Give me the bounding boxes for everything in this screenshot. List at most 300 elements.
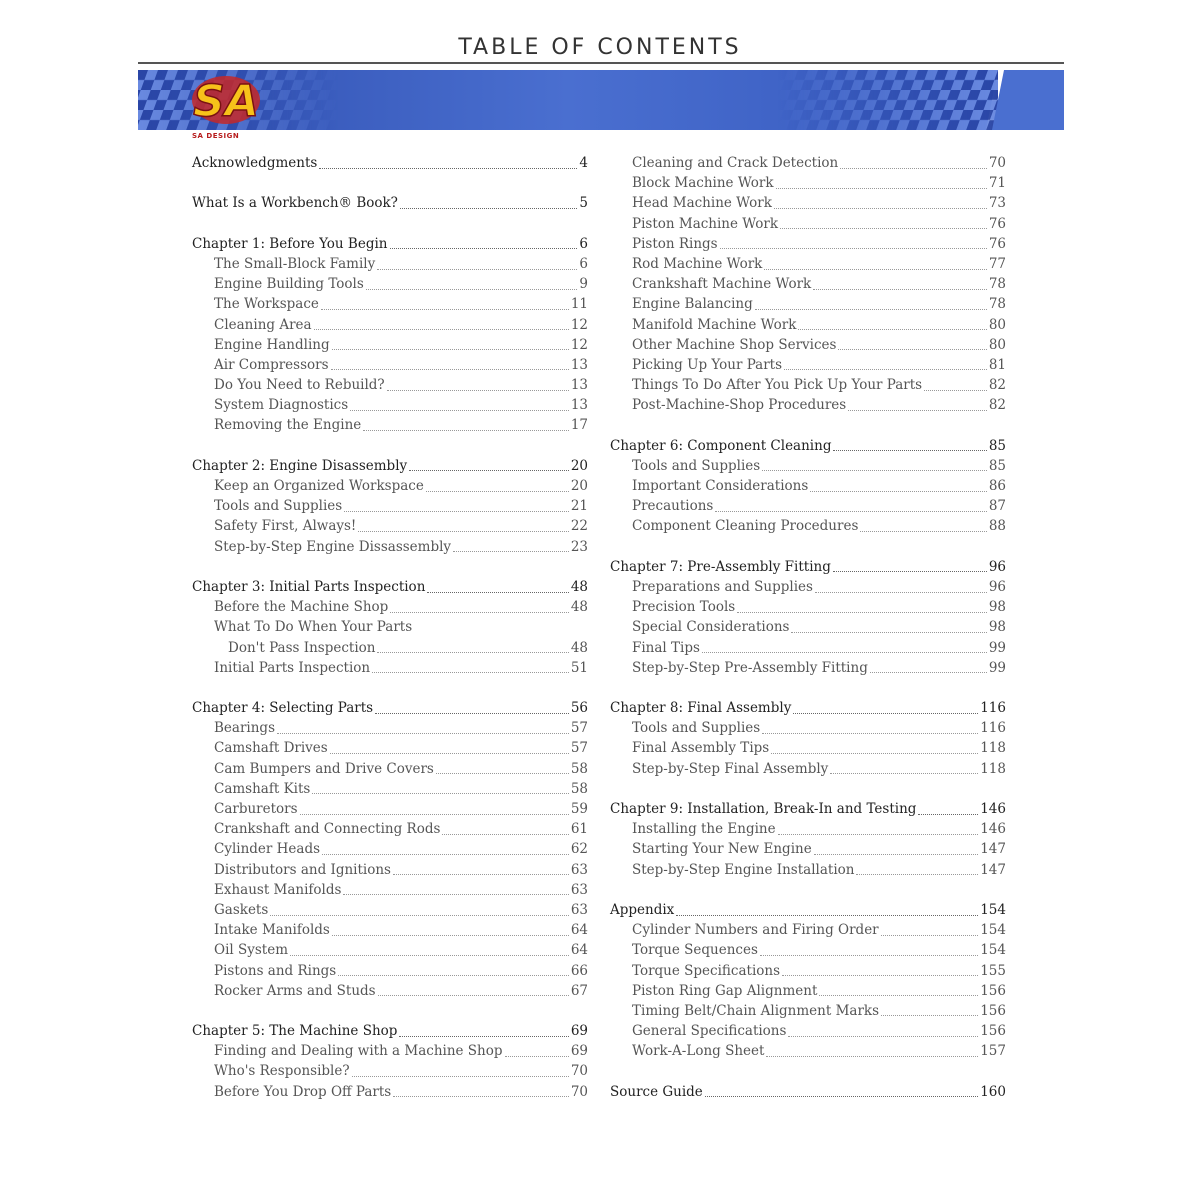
toc-page-number: 17: [570, 417, 588, 434]
toc-page-number: 63: [570, 901, 588, 918]
toc-section-entry[interactable]: [610, 940, 1006, 960]
toc-page-number: 76: [988, 215, 1006, 232]
dot-leader: [378, 995, 569, 996]
toc-section-entry[interactable]: [610, 617, 1006, 637]
toc-page-number: 59: [570, 801, 588, 817]
toc-entry-title: Exhaust Manifolds: [214, 881, 342, 898]
dot-leader: [277, 733, 569, 734]
dot-leader: [343, 894, 568, 895]
dot-leader: [702, 652, 987, 653]
toc-entry-title: Component Cleaning Procedures: [632, 518, 859, 535]
toc-section-entry[interactable]: [192, 940, 588, 960]
dot-leader: [366, 289, 578, 290]
toc-entry-title: Chapter 5: The Machine Shop: [192, 1023, 398, 1040]
toc-section-entry[interactable]: [192, 799, 588, 819]
toc-entry-title: Distributors and Ignitions: [214, 861, 391, 878]
toc-entry-title: Oil System: [214, 942, 289, 959]
toc-entry-title: Manifold Machine Work: [632, 316, 797, 333]
toc-page-number: 23: [570, 538, 588, 555]
toc-entry-title: What To Do When Your Parts: [214, 619, 413, 636]
toc-chapter-entry[interactable]: [192, 1021, 588, 1041]
dot-leader: [840, 168, 987, 169]
toc-section-entry[interactable]: [192, 900, 588, 920]
toc-page-number: 156: [980, 982, 1006, 999]
dot-leader: [358, 531, 568, 532]
toc-section-entry[interactable]: [610, 153, 1006, 173]
dot-leader: [791, 632, 986, 633]
toc-entry-title: Tools and Supplies: [214, 498, 343, 515]
toc-entry-title: Engine Handling: [214, 336, 330, 353]
dot-leader: [319, 168, 577, 169]
toc-section-entry[interactable]: [192, 981, 588, 1001]
toc-entry-title: Bearings: [214, 720, 275, 737]
toc-section-entry[interactable]: [192, 274, 588, 294]
toc-section-entry[interactable]: [192, 718, 588, 738]
toc-entry-title: Important Considerations: [632, 478, 809, 494]
toc-entry-title: Removing the Engine: [214, 417, 362, 434]
toc-page-number: 13: [570, 397, 588, 414]
toc-entry-title: Block Machine Work: [632, 175, 774, 192]
toc-right-column: [610, 153, 1006, 1102]
dot-leader: [390, 248, 578, 249]
toc-page-number: 96: [988, 578, 1006, 595]
toc-page-number: 156: [980, 1023, 1006, 1040]
toc-section-entry[interactable]: [610, 456, 1006, 476]
toc-section-entry[interactable]: [610, 759, 1006, 779]
section-spacer: [610, 1061, 1006, 1081]
dot-leader: [332, 935, 569, 936]
toc-entry-title: Cylinder Numbers and Firing Order: [632, 922, 879, 939]
toc-entry-title: Step-by-Step Final Assembly: [632, 760, 829, 777]
toc-page-number: 56: [570, 700, 588, 717]
toc-entry-title: Precision Tools: [632, 599, 736, 616]
toc-chapter-entry[interactable]: [192, 234, 588, 254]
dot-leader: [814, 854, 979, 855]
toc-section-entry[interactable]: [610, 658, 1006, 678]
toc-entry-title: Cylinder Heads: [214, 841, 321, 858]
toc-page-number: 63: [570, 861, 588, 878]
dot-leader: [833, 450, 986, 451]
toc-section-entry[interactable]: [192, 880, 588, 900]
dot-leader: [290, 955, 569, 956]
toc-page-number: 160: [980, 1083, 1006, 1100]
toc-section-entry[interactable]: [610, 839, 1006, 859]
toc-chapter-entry[interactable]: [192, 193, 588, 213]
toc-entry-title: Who's Responsible?: [214, 1063, 350, 1080]
toc-section-entry[interactable]: [610, 577, 1006, 597]
toc-page-number: 118: [980, 740, 1006, 757]
toc-section-entry[interactable]: [610, 981, 1006, 1001]
toc-chapter-entry[interactable]: [610, 900, 1006, 920]
toc-section-entry[interactable]: [192, 658, 588, 678]
toc-section-entry[interactable]: [192, 355, 588, 375]
toc-section-entry[interactable]: [192, 961, 588, 981]
toc-entry-title: Source Guide: [610, 1083, 703, 1100]
toc-chapter-entry[interactable]: [610, 1082, 1006, 1102]
toc-page-number: 98: [988, 619, 1006, 636]
toc-section-entry[interactable]: [610, 375, 1006, 395]
toc-chapter-entry[interactable]: [192, 698, 588, 718]
dot-leader: [793, 713, 978, 714]
toc-section-entry[interactable]: [610, 1041, 1006, 1061]
toc-section-entry[interactable]: [192, 738, 588, 758]
toc-section-entry[interactable]: [610, 860, 1006, 880]
toc-section-entry[interactable]: [610, 516, 1006, 536]
dot-leader: [427, 592, 568, 593]
toc-page-number: 76: [988, 235, 1006, 252]
toc-section-entry[interactable]: [610, 920, 1006, 940]
toc-page-number: 58: [570, 760, 588, 777]
logo-subtext: SA DESIGN: [192, 132, 240, 140]
toc-section-entry[interactable]: [192, 516, 588, 536]
dot-leader: [762, 733, 978, 734]
toc-entry-title: General Specifications: [632, 1023, 787, 1040]
toc-entry-title: Torque Specifications: [632, 962, 781, 979]
dot-leader: [300, 814, 569, 815]
toc-entry-title: Engine Building Tools: [214, 276, 364, 293]
section-spacer: [192, 1001, 588, 1021]
dot-leader: [375, 713, 569, 714]
toc-section-entry[interactable]: [192, 839, 588, 859]
toc-entry-title: Rocker Arms and Studs: [214, 982, 376, 999]
dot-leader: [830, 773, 978, 774]
section-spacer: [192, 436, 588, 456]
toc-entry-title: Piston Ring Gap Alignment: [632, 982, 818, 999]
toc-page-number: 11: [570, 296, 588, 313]
toc-page-number: 80: [988, 336, 1006, 353]
toc-page-number: 13: [570, 377, 588, 394]
dot-leader: [774, 208, 987, 209]
toc-section-entry[interactable]: [610, 738, 1006, 758]
toc-entry-title: Rod Machine Work: [632, 255, 763, 272]
toc-section-entry[interactable]: [610, 355, 1006, 375]
toc-page-number: 64: [570, 942, 588, 959]
toc-page-number: 4: [579, 155, 588, 171]
toc-entry-title: The Small-Block Family: [214, 255, 376, 272]
toc-entry-title: Starting Your New Engine: [632, 841, 812, 858]
toc-entry-title: Cleaning Area: [214, 316, 312, 333]
dot-leader: [881, 935, 979, 936]
toc-chapter-entry[interactable]: [192, 153, 588, 173]
toc-page-number: 20: [570, 478, 588, 494]
toc-entry-title: Head Machine Work: [632, 195, 772, 212]
toc-section-entry[interactable]: [192, 476, 588, 496]
dot-leader: [788, 1036, 978, 1037]
toc-entry-title: Chapter 9: Installation, Break-In and Testing: [610, 801, 917, 817]
toc-page-number: 154: [980, 922, 1006, 939]
toc-entry-title: Chapter 6: Component Cleaning: [610, 437, 832, 454]
dot-leader: [924, 390, 987, 391]
toc-entry-title: Tools and Supplies: [632, 457, 761, 474]
toc-section-entry[interactable]: [610, 294, 1006, 314]
toc-entry-title: Timing Belt/Chain Alignment Marks: [632, 1002, 880, 1019]
toc-section-entry[interactable]: [610, 597, 1006, 617]
dot-leader: [737, 612, 987, 613]
logo-letters: SA: [193, 76, 259, 127]
toc-entry-title: Final Assembly Tips: [632, 740, 770, 757]
toc-entry-title: Cleaning and Crack Detection: [632, 155, 839, 171]
dot-leader: [377, 269, 577, 270]
section-spacer: [610, 537, 1006, 557]
toc-section-entry[interactable]: [192, 920, 588, 940]
toc-section-entry[interactable]: [192, 395, 588, 415]
toc-entry-title: Step-by-Step Engine Dissassembly: [214, 538, 452, 555]
toc-section-entry[interactable]: [610, 476, 1006, 496]
toc-entry-title: Chapter 8: Final Assembly: [610, 700, 792, 717]
toc-entry-title: Carburetors: [214, 801, 298, 817]
toc-entry-title: Work-A-Long Sheet: [632, 1043, 765, 1060]
toc-page-number: 62: [570, 841, 588, 858]
toc-entry-title: Chapter 7: Pre-Assembly Fitting: [610, 558, 831, 575]
toc-section-entry[interactable]: [192, 1041, 588, 1061]
toc-page-number: 80: [988, 316, 1006, 333]
dot-leader: [780, 228, 987, 229]
toc-section-entry[interactable]: [610, 214, 1006, 234]
dot-leader: [377, 652, 568, 653]
toc-page-number: 58: [570, 780, 588, 797]
dot-leader: [344, 511, 569, 512]
toc-page-number: 78: [988, 276, 1006, 293]
toc-page-number: 57: [570, 740, 588, 757]
toc-section-entry[interactable]: [192, 315, 588, 335]
dot-leader: [453, 551, 569, 552]
section-spacer: [192, 173, 588, 193]
section-spacer: [610, 678, 1006, 698]
dot-leader: [409, 470, 569, 471]
toc-page-number: 147: [980, 841, 1006, 858]
toc-entry-title: Intake Manifolds: [214, 922, 330, 939]
toc-section-entry[interactable]: [610, 961, 1006, 981]
toc-entry-title: Post-Machine-Shop Procedures: [632, 397, 847, 414]
toc-chapter-entry[interactable]: [610, 799, 1006, 819]
toc-section-entry[interactable]: [192, 638, 588, 658]
dot-leader: [784, 369, 987, 370]
toc-page-number: 85: [988, 437, 1006, 454]
toc-chapter-entry[interactable]: [192, 577, 588, 597]
toc-entry-title: Cam Bumpers and Drive Covers: [214, 760, 434, 777]
toc-section-entry[interactable]: [610, 274, 1006, 294]
dot-leader: [393, 1096, 569, 1097]
toc-page-number: 99: [988, 659, 1006, 676]
toc-section-entry[interactable]: [192, 415, 588, 435]
dot-leader: [332, 349, 569, 350]
toc-section-entry[interactable]: [192, 759, 588, 779]
toc-section-entry[interactable]: [610, 1001, 1006, 1021]
dot-leader: [755, 309, 987, 310]
toc-entry-title: Step-by-Step Engine Installation: [632, 861, 855, 878]
toc-section-entry[interactable]: [610, 234, 1006, 254]
toc-entry-title: Picking Up Your Parts: [632, 356, 783, 373]
dot-leader: [442, 834, 568, 835]
toc-section-entry[interactable]: [610, 173, 1006, 193]
dot-leader: [363, 430, 569, 431]
toc-entry-title: Do You Need to Rebuild?: [214, 377, 385, 394]
dot-leader: [860, 531, 986, 532]
toc-section-entry[interactable]: [610, 395, 1006, 415]
toc-section-entry[interactable]: [610, 335, 1006, 355]
toc-section-entry[interactable]: [610, 193, 1006, 213]
toc-entry-title: Acknowledgments: [192, 155, 318, 171]
toc-entry-title: Special Considerations: [632, 619, 790, 636]
dot-leader: [505, 1056, 569, 1057]
dot-leader: [387, 390, 569, 391]
toc-page-number: 154: [980, 942, 1006, 959]
toc-section-entry[interactable]: [192, 860, 588, 880]
sa-logo: [192, 76, 260, 127]
toc-entry-title: Air Compressors: [214, 356, 329, 373]
dot-leader: [720, 248, 987, 249]
toc-section-entry[interactable]: [610, 1021, 1006, 1041]
dot-leader: [705, 1096, 978, 1097]
toc-section-entry[interactable]: [192, 254, 588, 274]
toc-section-entry[interactable]: [610, 254, 1006, 274]
toc-chapter-entry[interactable]: [610, 557, 1006, 577]
dot-leader: [881, 1015, 978, 1016]
toc-entry-title: Safety First, Always!: [214, 518, 357, 535]
dot-leader: [764, 269, 986, 270]
dot-leader: [436, 773, 569, 774]
dot-leader: [813, 289, 987, 290]
toc-page-number: 9: [579, 276, 588, 293]
toc-page-number: 51: [570, 659, 588, 676]
dot-leader: [372, 672, 569, 673]
toc-entry-title: Finding and Dealing with a Machine Shop: [214, 1043, 503, 1060]
toc-entry-title: Initial Parts Inspection: [214, 659, 371, 676]
toc-page-number: 156: [980, 1002, 1006, 1019]
section-spacer: [192, 557, 588, 577]
toc-section-entry[interactable]: [610, 315, 1006, 335]
dot-leader: [766, 1056, 978, 1057]
toc-section-entry[interactable]: [610, 718, 1006, 738]
toc-entry-title: Pistons and Rings: [214, 962, 337, 979]
toc-entry-title: Appendix: [610, 901, 675, 918]
toc-page-number: 147: [980, 861, 1006, 878]
toc-page-number: 61: [570, 821, 588, 838]
toc-entry-title: Installing the Engine: [632, 821, 776, 838]
dot-leader: [330, 753, 569, 754]
dot-leader: [810, 491, 987, 492]
dot-leader: [838, 349, 986, 350]
dot-leader: [778, 834, 979, 835]
toc-entry-title: Chapter 3: Initial Parts Inspection: [192, 578, 426, 595]
toc-entry-title: Engine Balancing: [632, 296, 753, 313]
toc-entry-title: Step-by-Step Pre-Assembly Fitting: [632, 659, 868, 676]
section-spacer: [610, 880, 1006, 900]
toc-page-number: 146: [980, 821, 1006, 838]
toc-entry-title: Piston Rings: [632, 235, 718, 252]
dot-leader: [400, 208, 577, 209]
toc-page-number: 81: [988, 356, 1006, 373]
dot-leader: [312, 793, 568, 794]
section-spacer: [192, 214, 588, 234]
toc-entry-title: What Is a Workbench® Book?: [192, 195, 398, 212]
toc-page-number: 96: [988, 558, 1006, 575]
toc-page-number: 118: [980, 760, 1006, 777]
toc-chapter-entry[interactable]: [610, 698, 1006, 718]
toc-page-number: 48: [570, 639, 588, 656]
toc-page-number: 116: [980, 720, 1006, 737]
section-spacer: [610, 415, 1006, 435]
dot-leader: [918, 814, 978, 815]
toc-section-entry[interactable]: [192, 496, 588, 516]
toc-section-entry[interactable]: [192, 597, 588, 617]
toc-entry-title: Crankshaft and Connecting Rods: [214, 821, 441, 838]
toc-section-entry[interactable]: [192, 819, 588, 839]
toc-page-number: 63: [570, 881, 588, 898]
toc-entry-title: Final Tips: [632, 639, 700, 656]
page-title: TABLE OF CONTENTS: [458, 34, 742, 60]
toc-entry-title: Crankshaft Machine Work: [632, 276, 812, 293]
toc-page-number: 6: [579, 255, 588, 272]
toc-section-entry[interactable]: [610, 496, 1006, 516]
toc-entry-title: Chapter 2: Engine Disassembly: [192, 457, 408, 474]
toc-section-entry[interactable]: [192, 1061, 588, 1081]
dot-leader: [393, 874, 569, 875]
checkered-banner-graphic: [138, 70, 1064, 130]
dot-leader: [338, 975, 569, 976]
toc-page-number: 78: [988, 296, 1006, 313]
dot-leader: [676, 915, 978, 916]
toc-chapter-entry[interactable]: [610, 436, 1006, 456]
toc-section-entry[interactable]: [192, 375, 588, 395]
toc-page-number: 48: [570, 599, 588, 616]
toc-page-number: 21: [570, 498, 588, 515]
toc-page-number: 71: [988, 175, 1006, 192]
toc-page-number: 48: [570, 578, 588, 595]
dot-leader: [819, 995, 978, 996]
toc-section-entry[interactable]: [192, 617, 588, 637]
dot-leader: [798, 329, 986, 330]
toc-page-number: 85: [988, 457, 1006, 474]
toc-page-number: 88: [988, 518, 1006, 535]
toc-page-number: 154: [980, 901, 1006, 918]
toc-page-number: 157: [980, 1043, 1006, 1060]
toc-page-number: 73: [988, 195, 1006, 212]
toc-page-number: 98: [988, 599, 1006, 616]
toc-entry-title: Chapter 4: Selecting Parts: [192, 700, 374, 717]
toc-page-number: 12: [570, 336, 588, 353]
toc-page-number: 77: [988, 255, 1006, 272]
dot-leader: [815, 592, 987, 593]
toc-section-entry[interactable]: [610, 638, 1006, 658]
toc-section-entry[interactable]: [192, 335, 588, 355]
toc-page-number: 57: [570, 720, 588, 737]
header-banner: [138, 70, 1064, 130]
dot-leader: [352, 1076, 569, 1077]
toc-entry-title: Other Machine Shop Services: [632, 336, 837, 353]
toc-entry-title: Precautions: [632, 498, 714, 515]
dot-leader: [314, 329, 569, 330]
toc-entry-title: Chapter 1: Before You Begin: [192, 235, 388, 252]
toc-section-entry[interactable]: [192, 779, 588, 799]
toc-section-entry[interactable]: [192, 294, 588, 314]
toc-section-entry[interactable]: [610, 819, 1006, 839]
toc-section-entry[interactable]: [192, 1082, 588, 1102]
toc-entry-title: System Diagnostics: [214, 397, 349, 414]
toc-page-number: 67: [570, 982, 588, 999]
toc-page-number: 66: [570, 962, 588, 979]
toc-page-number: 70: [988, 155, 1006, 171]
toc-section-entry[interactable]: [192, 537, 588, 557]
toc-page-number: 22: [570, 518, 588, 535]
toc-page-number: 86: [988, 478, 1006, 494]
toc-left-column: [192, 153, 588, 1102]
toc-page-number: 116: [980, 700, 1006, 717]
toc-page-number: 13: [570, 356, 588, 373]
toc-page-number: 99: [988, 639, 1006, 656]
toc-chapter-entry[interactable]: [192, 456, 588, 476]
toc-page-number: 70: [570, 1083, 588, 1100]
